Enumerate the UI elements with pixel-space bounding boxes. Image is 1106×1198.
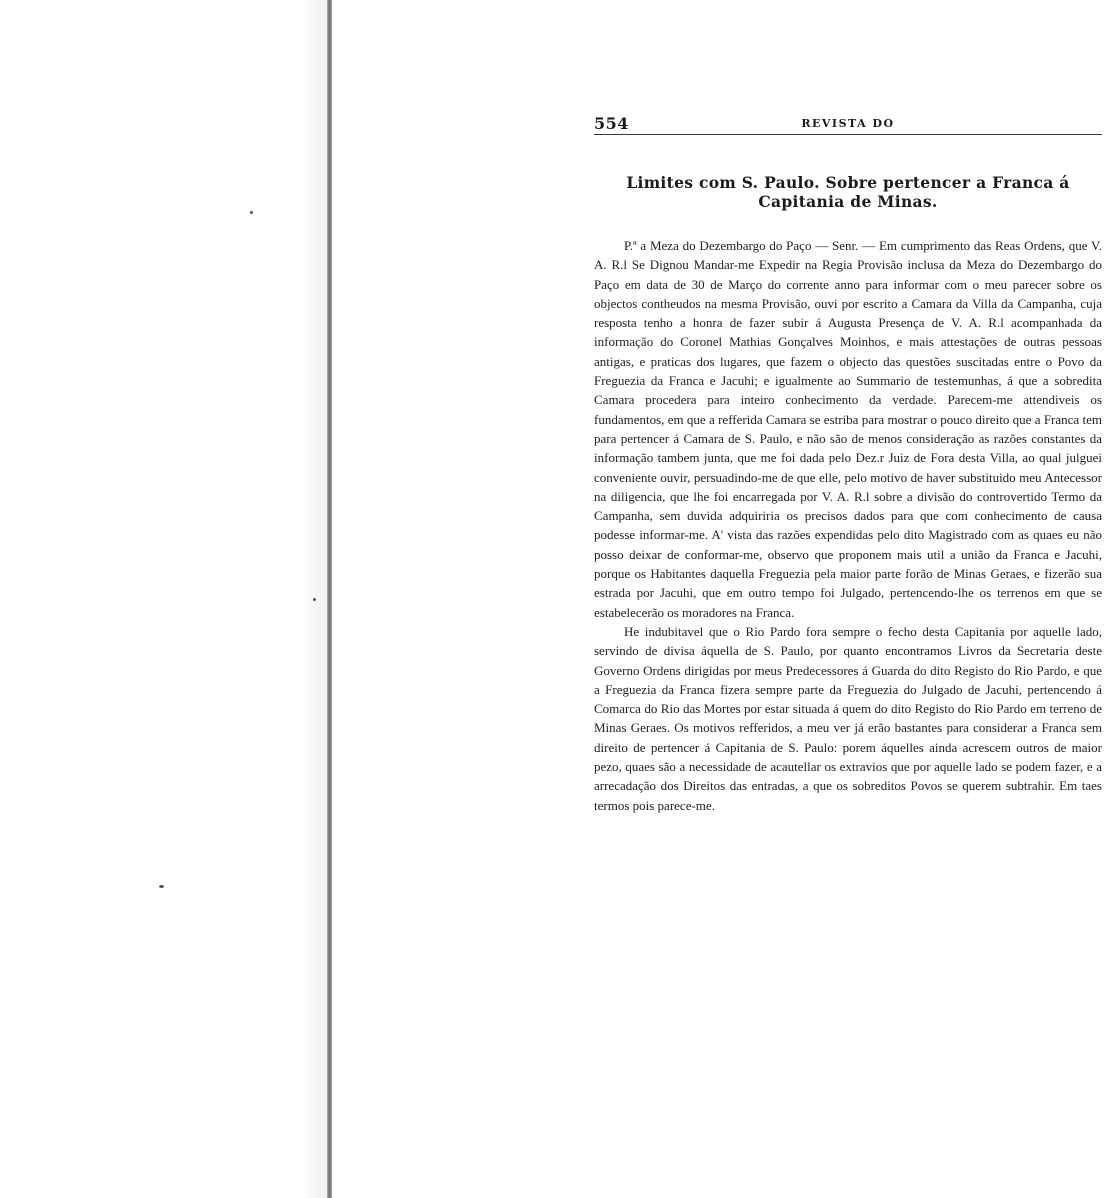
book-gutter xyxy=(327,0,332,1198)
article-title: Limites com S. Paulo. Sobre pertencer a Franca á Capitania de Minas. xyxy=(626,173,1070,211)
running-header xyxy=(594,112,1102,135)
scan-speck xyxy=(250,211,253,214)
article-body xyxy=(594,236,1102,815)
running-title: REVISTA DO xyxy=(801,117,895,130)
paragraph: He indubitavel que o Rio Pardo fora sempre o fecho desta Capitania por aquelle lado, servindo de divisa áquella de S. Paulo, por quanto encontramos Livros da Secretaria deste Governo Ordens dirigidas por meus Predecessores á Guarda do dito Registo do Rio Pardo, e que a Freguezia da Franca fizera sempre parte da Freguezia do Julgado de Jacuhi, pertencendo á Comarca do Rio das Mortes por estar situada á quem do dito Registo do Rio Pardo em terreno de Minas Geraes. Os motivos refferidos, a meu ver já erão bastantes para considerar a Franca sem direito de pertencer á Capitania de S. Paulo: porem áquelles ainda acrescem outros de maior pezo, quaes são a necessidade de acautellar os extravios que por aquelle lado se podem fazer, e a arrecadação dos Direitos das entradas, a que os sobreditos Povos se querem subtrahir. Em taes termos pois parece-me. xyxy=(594,623,1102,813)
paragraph: P.ª a Meza do Dezembargo do Paço — Senr. — Em cumprimento das Reas Ordens, que V. A. R.l Se Dignou Mandar-me Expedir na Regia Provisão inclusa da Meza do Dezembargo do Paço em data de 30 de Março do corrente anno para informar com o meu parecer sobre os objectos contheudos na mesma Provisão, ouvi por escrito a Camara da Villa da Campanha, cuja resposta tenho a honra de fazer subir á Augusta Presença de V. A. R.l acompanhada da informação do Coronel Mathias Gonçalves Moinhos, e mais attestações de outras pessoas antigas, e praticas dos lugares, que fazem o objecto das questões suscitadas entre o Povo da Freguezia da Franca e Jacuhi; e igualmente ao Summario de testemunhas, á que a sobredita Camara procedera para inteiro conhecimento da verdade. Parecem-me attendiveis os fundamentos, em que a refferida Camara se estriba para mostrar o pouco direito que a Franca tem para pertencer á Camara de S. Paulo, e não são de menos consideração as razões constantes da informação tambem junta, que me foi dada pelo Dez.r Juiz de Fora desta Villa, ao qual julguei conveniente ouvir, persuadindo-me de que elle, pelo motivo de haver substituido meu Antecessor na diligencia, que lhe foi encarregada por V. A. R.l sobre a divisão do controvertido Termo da Campanha, sem duvida adquiriria os precisos dados para que com conhecimento de causa podesse informar-me. A' vista das razões expendidas pelo dito Magistrado com as quaes eu não posso deixar de conformar-me, observo que proponem mais util a união da Franca e Jacuhi, porque os Habitantes daquella Freguezia pela maior parte forão de Minas Geraes, e fizerão sua estrada por Jacuhi, que em outro tempo foi Julgado, pertencendo-lhe os terrenos em que se estabelecerão os moradores na Franca. xyxy=(594,238,1102,620)
page-number: 554 xyxy=(594,114,629,133)
book-page xyxy=(594,112,1102,815)
scan-speck xyxy=(313,598,316,601)
scan-speck xyxy=(159,885,164,888)
